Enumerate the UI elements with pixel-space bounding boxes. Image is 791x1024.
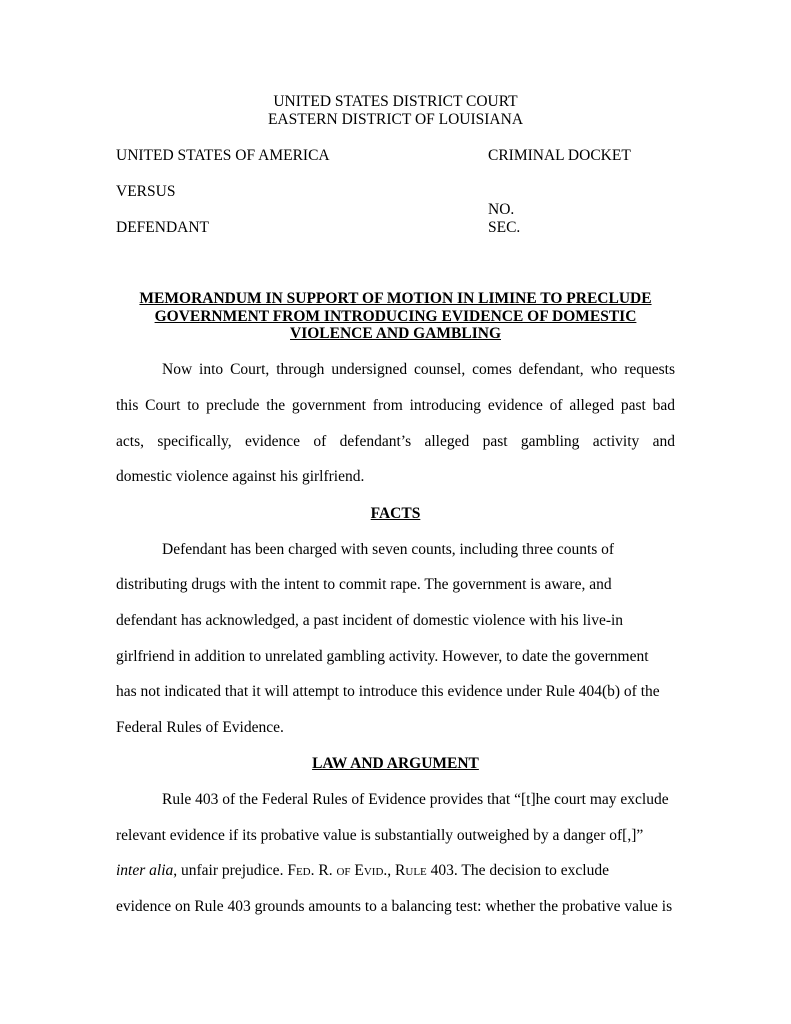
caption-versus: VERSUS xyxy=(116,183,176,200)
inter-alia-text: inter alia xyxy=(116,862,174,879)
memorandum-title xyxy=(116,290,675,343)
title-line2: GOVERNMENT FROM INTRODUCING EVIDENCE OF DOMESTIC xyxy=(154,307,637,325)
intro-line: acts, specifically, evidence of defendant’s alleged past gambling activity and xyxy=(116,433,675,450)
facts-line: Federal Rules of Evidence. xyxy=(116,719,284,736)
rule-citation: Fed. R. of Evid., Rule 403 xyxy=(287,862,454,879)
law-line xyxy=(116,862,675,880)
law-line: Rule 403 of the Federal Rules of Evidence provides that “[t]he court may exclude xyxy=(162,791,669,808)
court-name-line2: EASTERN DISTRICT OF LOUISIANA xyxy=(267,111,524,128)
facts-line: Defendant has been charged with seven counts, including three counts of xyxy=(162,541,615,558)
law-line: relevant evidence if its probative value is substantially outweighed by a danger of[,]” xyxy=(116,827,644,844)
caption-section: SEC. xyxy=(488,219,521,236)
law-line: evidence on Rule 403 grounds amounts to a balancing test: whether the probative value is xyxy=(116,898,673,915)
caption-plaintiff: UNITED STATES OF AMERICA xyxy=(116,147,330,164)
facts-line: girlfriend in addition to unrelated gambling activity. However, to date the government xyxy=(116,648,649,665)
caption-defendant: DEFENDANT xyxy=(116,219,209,236)
title-line3: VIOLENCE AND GAMBLING xyxy=(290,325,501,342)
law-heading: LAW AND ARGUMENT xyxy=(312,755,479,772)
facts-line: has not indicated that it will attempt to introduce this evidence under Rule 404(b) of the xyxy=(116,683,660,700)
intro-line: Now into Court, through undersigned counsel, comes defendant, who requests xyxy=(162,361,675,378)
intro-line: domestic violence against his girlfriend. xyxy=(116,468,365,485)
facts-heading: FACTS xyxy=(370,505,421,522)
law-text: . The decision to exclude xyxy=(453,862,609,879)
court-name-line1: UNITED STATES DISTRICT COURT xyxy=(273,93,518,110)
caption-docket-no: NO. xyxy=(488,201,515,218)
facts-line: defendant has acknowledged, a past incident of domestic violence with his live-in xyxy=(116,612,624,629)
intro-line: this Court to preclude the government from introducing evidence of alleged past bad xyxy=(116,397,675,414)
facts-line: distributing drugs with the intent to commit rape. The government is aware, and xyxy=(116,576,612,593)
caption-docket: CRIMINAL DOCKET xyxy=(488,147,631,164)
law-text: , unfair prejudice. xyxy=(173,862,288,879)
title-line1: MEMORANDUM IN SUPPORT OF MOTION IN LIMINE TO PRECLUDE xyxy=(139,290,652,307)
